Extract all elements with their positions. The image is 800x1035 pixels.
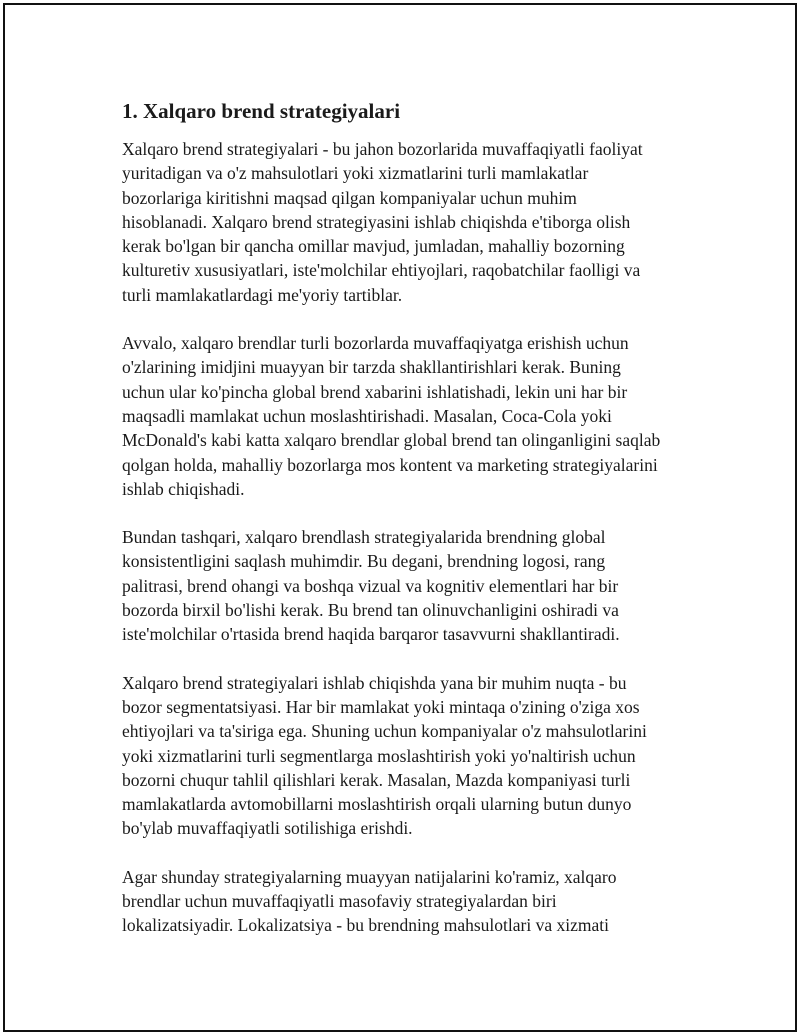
paragraph-line: Avvalo, xalqaro brendlar turli bozorlarda muvaffaqiyatga erishish uchun <box>122 333 629 354</box>
paragraph-line: qolgan holda, mahalliy bozorlarga mos kontent va marketing strategiyalarini <box>122 454 658 475</box>
paragraph-line: kerak bo'lgan bir qancha omillar mavjud, jumladan, mahalliy bozorning <box>122 236 625 257</box>
paragraph-line: turli mamlakatlardagi me'yoriy tartiblar. <box>122 284 403 305</box>
paragraph-line: kulturetiv xususiyatlari, iste'molchilar ehtiyojlari, raqobatchilar faolligi va <box>122 260 641 281</box>
paragraph-4 <box>122 671 702 841</box>
paragraph-line: Xalqaro brend strategiyalari ishlab chiqishda yana bir muhim nuqta - bu <box>122 672 627 693</box>
paragraph-line: mamlakatlarda avtomobillarni moslashtirish orqali ularning butun dunyo <box>122 794 632 815</box>
paragraph-line: bozorni chuqur tahlil qilishlari kerak. Masalan, Mazda kompaniyasi turli <box>122 769 631 790</box>
paragraph-line: bozorda birxil bo'lishi kerak. Bu brend tan olinuvchanligini oshiradi va <box>122 600 619 621</box>
paragraph-line: Xalqaro brend strategiyalari - bu jahon bozorlarida muvaffaqiyatli faoliyat <box>122 139 643 159</box>
paragraph-line: Agar shunday strategiyalarning muayyan natijalarini ko'ramiz, xalqaro <box>122 866 617 887</box>
paragraph-line: Bundan tashqari, xalqaro brendlash strategiyalarida brendning global <box>122 527 606 548</box>
paragraph-3 <box>122 525 702 646</box>
section-heading: 1. Xalqaro brend strategiyalari <box>122 99 401 123</box>
paragraph-line: ishlab chiqishadi. <box>122 478 245 499</box>
paragraph-5 <box>122 865 702 938</box>
paragraph-line: brendlar uchun muvaffaqiyatli masofaviy strategiyalardan biri <box>122 891 557 912</box>
paragraph-line: yoki xizmatlarini turli segmentlarga moslashtirish yoki yo'naltirish uchun <box>122 745 636 766</box>
paragraph-line: konsistentligini saqlash muhimdir. Bu degani, brendning logosi, rang <box>122 551 606 572</box>
paragraph-line: maqsadli mamlakat uchun moslashtirishadi. Masalan, Coca-Cola yoki <box>122 405 612 426</box>
paragraph-line: iste'molchilar o'rtasida brend haqida barqaror tasavvurni shakllantiradi. <box>122 624 620 645</box>
page-frame <box>3 3 797 1032</box>
paragraph-2 <box>122 331 702 501</box>
paragraph-line: McDonald's kabi katta xalqaro brendlar global brend tan olinganligini saqlab <box>122 430 661 451</box>
paragraph-line: bozorlariga kiritishni maqsad qilgan kompaniyalar uchun muhim <box>122 187 577 208</box>
document-body <box>122 97 702 962</box>
paragraph-line: bozor segmentatsiyasi. Har bir mamlakat yoki mintaqa o'zining o'ziga xos <box>122 696 640 717</box>
paragraph-line: o'zlarining imidjini muayyan bir tarzda shakllantirishlari kerak. Buning <box>122 357 621 378</box>
paragraph-1 <box>122 137 702 307</box>
paragraph-line: hisoblanadi. Xalqaro brend strategiyasini ishlab chiqishda e'tiborga olish <box>122 211 631 232</box>
paragraph-line: palitrasi, brend ohangi va boshqa vizual va kognitiv elementlari har bir <box>122 575 619 596</box>
paragraph-line: lokalizatsiyadir. Lokalizatsiya - bu brendning mahsulotlari va xizmati <box>122 915 609 936</box>
paragraph-line: ehtiyojlari va ta'siriga ega. Shuning uchun kompaniyalar o'z mahsulotlarini <box>122 721 647 742</box>
paragraph-line: bo'ylab muvaffaqiyatli sotilishiga erishdi. <box>122 818 413 839</box>
paragraph-line: yuritadigan va o'z mahsulotlari yoki xizmatlarini turli mamlakatlar <box>122 163 589 184</box>
paragraph-line: uchun ular ko'pincha global brend xabarini ishlatishadi, lekin uni har bir <box>122 381 628 402</box>
